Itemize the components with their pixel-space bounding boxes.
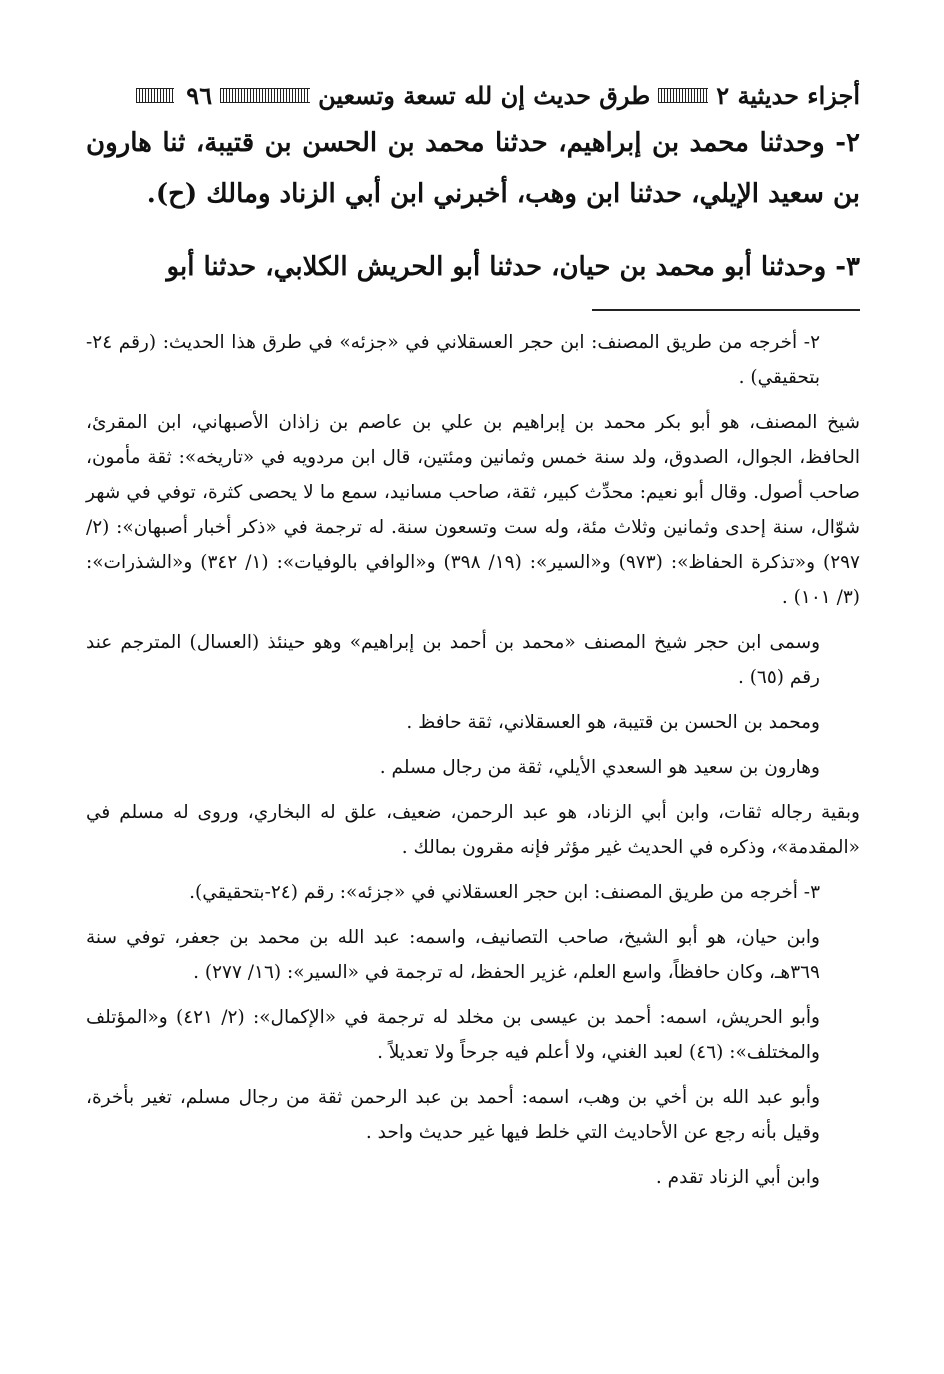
header-ornament <box>136 88 174 103</box>
footnote-paragraph: ومحمد بن الحسن بن قتيبة، هو العسقلاني، ثقة حافظ . <box>406 712 820 733</box>
footnote-paragraph: وابن أبي الزناد تقدم . <box>655 1167 820 1188</box>
header-ornament <box>220 88 310 103</box>
main-paragraph: ٢- وحدثنا محمد بن إبراهيم، حدثنا محمد بن الحسن بن قتيبة، ثنا هارون بن سعيد الإيلي، حدثنا ابن وهب، أخبرني ابن أبي الزناد ومالك (ح). <box>86 128 860 209</box>
running-header <box>86 72 860 118</box>
header-ornament <box>658 88 708 103</box>
footnote-paragraph: وأبو عبد الله بن أخي بن وهب، اسمه: أحمد بن عبد الرحمن ثقة من رجال مسلم، تغير بأخرة، وقيل بأنه رجع عن الأحاديث التي خلط فيها غير حديث واحد . <box>86 1087 820 1143</box>
page-number: ٩٦ <box>186 80 213 110</box>
header-book-part: أجزاء حديثية ٢ <box>716 80 860 110</box>
footnote-paragraph: وأبو الحريش، اسمه: أحمد بن عيسى بن مخلد له ترجمة في «الإكمال»: (٢/ ٤٢١) و«المؤتلف والمختلف»: (٤٦) لعبد الغني، ولا أعلم فيه جرحاً ولا تعديلاً . <box>86 1007 820 1063</box>
footnotes <box>86 325 860 1195</box>
main-paragraph: ٣- وحدثنا أبو محمد بن حيان، حدثنا أبو الحريش الكلابي، حدثنا أبو <box>166 252 860 282</box>
footnote-paragraph: شيخ المصنف، هو أبو بكر محمد بن إبراهيم بن علي بن عاصم بن زاذان الأصبهاني، ابن المقرئ، الحافظ، الجوال، الصدوق، ولد سنة خمس وثمانين ومئتين، قال ابن مردويه في «تاريخه»: ثقة مأمون، صاحب أصول. وقال أبو نعيم: محدِّث كبير، ثقة، صاحب مسانيد، سمع ما لا يحصى كثرة، توفي في شهر شوّال، سنة إحدى وثمانين وثلاث مئة، وله ست وتسعون سنة. له ترجمة في «ذكر أخبار أصبهان»: (٢/ ٢٩٧) و«تذكرة الحفاظ»: (٩٧٣) و«السير»: (١٩/ ٣٩٨) و«الوافي بالوفيات»: (١/ ٣٤٢) و«الشذرات»: (٣/ ١٠١) . <box>86 412 860 608</box>
footnote-paragraph: ٢- أخرجه من طريق المصنف: ابن حجر العسقلاني في «جزئه» في طرق هذا الحديث: (رقم ٢٤- بتحقيقي) . <box>86 332 820 388</box>
footnote-paragraph: وهارون بن سعيد هو السعدي الأيلي، ثقة من رجال مسلم . <box>379 757 820 778</box>
footnote-paragraph: وسمى ابن حجر شيخ المصنف «محمد بن أحمد بن إبراهيم» وهو حينئذ (العسال) المترجم عند رقم (٦٥) . <box>86 632 820 688</box>
main-text <box>86 118 860 293</box>
footnote-paragraph: وبقية رجاله ثقات، وابن أبي الزناد، هو عبد الرحمن، ضعيف، علق له البخاري، وروى له مسلم في «المقدمة»، وذكره في الحديث غير مؤثر فإنه مقرون بمالك . <box>86 802 860 858</box>
footnote-paragraph: ٣- أخرجه من طريق المصنف: ابن حجر العسقلاني في «جزئه»: رقم (٢٤-بتحقيقي). <box>189 882 820 903</box>
footnote-separator <box>592 309 860 311</box>
footnote-paragraph: وابن حيان، هو أبو الشيخ، صاحب التصانيف، واسمه: عبد الله بن محمد بن جعفر، توفي سنة ٣٦٩هـ، وكان حافظاً، واسع العلم، غزير الحفظ، له ترجمة في «السير»: (١٦/ ٢٧٧) . <box>86 927 820 983</box>
header-section-title: طرق حديث إن لله تسعة وتسعين <box>318 80 651 110</box>
